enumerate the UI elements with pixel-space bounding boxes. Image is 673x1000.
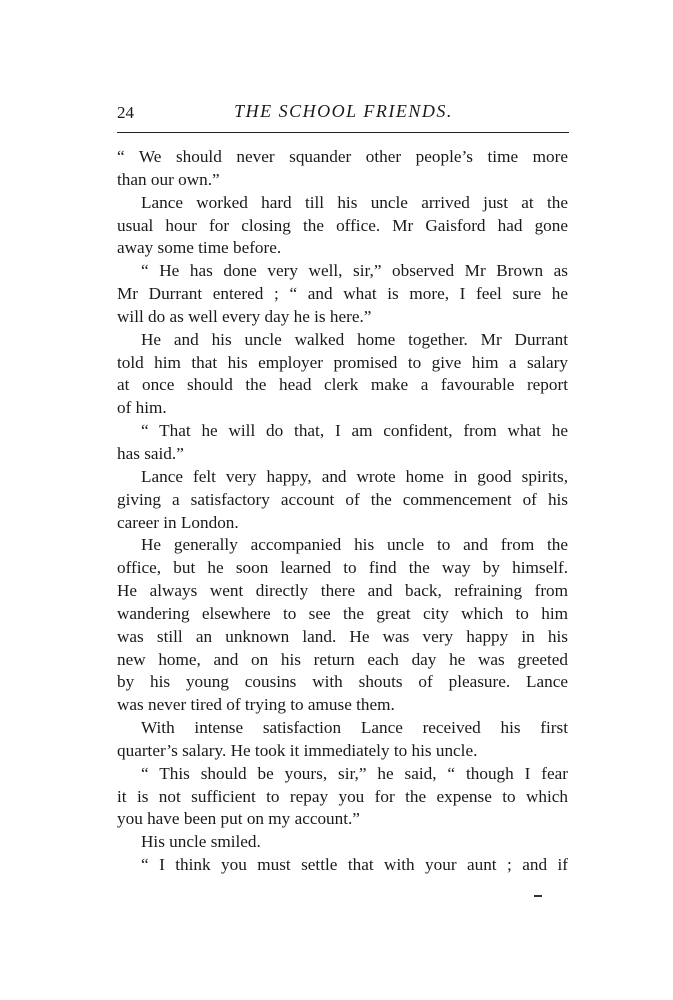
text-line: you have been put on my account.” <box>117 809 360 829</box>
text-line: it is not sufficient to repay you for the expense to which <box>117 786 568 806</box>
running-title: THE SCHOOL FRIENDS. <box>234 101 453 121</box>
text-line: office, but he soon learned to find the way by himself. <box>117 558 568 578</box>
header-rule <box>117 132 569 133</box>
body-text <box>117 146 568 877</box>
text-line: “ We should never squander other people’s time more <box>117 147 568 166</box>
text-line: Mr Durrant entered ; “ and what is more, I feel sure he <box>117 284 568 304</box>
text-line: He generally accompanied his uncle to and from the <box>141 535 568 555</box>
page-number: 24 <box>117 103 134 122</box>
text-line: new home, and on his return each day he was greeted <box>117 649 568 669</box>
text-line: career in London. <box>117 512 239 532</box>
text-line: He always went directly there and back, refraining from <box>117 581 568 601</box>
text-line: “ This should be yours, sir,” he said, “ though I fear <box>141 763 568 783</box>
text-line: was still an unknown land. He was very happy in his <box>117 626 568 646</box>
text-line: His uncle smiled. <box>141 832 261 852</box>
text-line: wandering elsewhere to see the great city which to him <box>117 603 568 623</box>
text-line: by his young cousins with shouts of pleasure. Lance <box>117 672 568 692</box>
text-line: With intense satisfaction Lance received his first <box>141 718 568 738</box>
text-line: was never tired of trying to amuse them. <box>117 695 395 715</box>
text-line: “ That he will do that, I am confident, from what he <box>141 421 568 441</box>
text-line: of him. <box>117 398 167 418</box>
text-line: Lance felt very happy, and wrote home in good spirits, <box>141 466 568 486</box>
text-line: will do as well every day he is here.” <box>117 306 372 326</box>
print-mark <box>534 895 542 897</box>
text-line: usual hour for closing the office. Mr Gaisford had gone <box>117 215 568 235</box>
text-line: than our own.” <box>117 169 220 189</box>
text-line: at once should the head clerk make a favourable report <box>117 375 568 395</box>
text-line: Lance worked hard till his uncle arrived just at the <box>141 192 568 212</box>
text-line: giving a satisfactory account of the commencement of his <box>117 489 568 509</box>
text-line: told him that his employer promised to give him a salary <box>117 352 568 372</box>
text-line: He and his uncle walked home together. Mr Durrant <box>141 329 568 349</box>
text-line: away some time before. <box>117 238 282 258</box>
text-line: “ I think you must settle that with your aunt ; and if <box>141 855 568 875</box>
text-line: quarter’s salary. He took it immediately to his uncle. <box>117 740 478 760</box>
text-line: “ He has done very well, sir,” observed Mr Brown as <box>141 261 568 281</box>
text-line: has said.” <box>117 443 184 463</box>
